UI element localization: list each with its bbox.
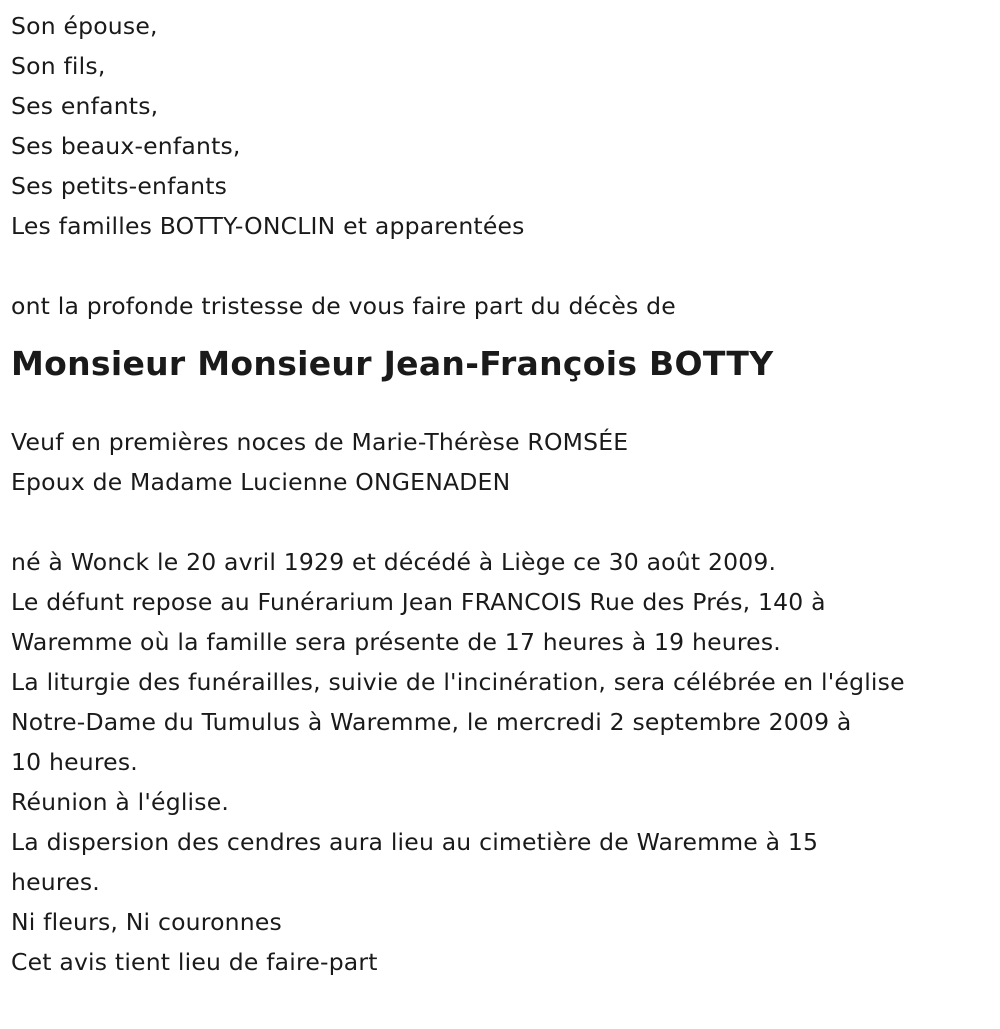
detail-line: La dispersion des cendres aura lieu au cimetière de Waremme à 15 xyxy=(11,828,819,856)
obituary-notice xyxy=(11,6,996,982)
detail-line: 10 heures. xyxy=(11,748,138,776)
spacer xyxy=(11,246,996,286)
detail-line: Ni fleurs, Ni couronnes xyxy=(11,908,282,936)
family-line: Ses petits-enfants xyxy=(11,172,228,200)
relation-line: Epoux de Madame Lucienne ONGENADEN xyxy=(11,468,511,496)
detail-line: Notre-Dame du Tumulus à Waremme, le mercredi 2 septembre 2009 à xyxy=(11,708,852,736)
detail-line: Réunion à l'église. xyxy=(11,788,230,816)
spacer xyxy=(11,502,996,542)
detail-line: né à Wonck le 20 avril 1929 et décédé à Liège ce 30 août 2009. xyxy=(11,548,777,576)
relation-line: Veuf en premières noces de Marie-Thérèse ROMSÉE xyxy=(11,428,629,456)
announcement-text: ont la profonde tristesse de vous faire part du décès de xyxy=(11,292,676,320)
detail-line: Le défunt repose au Funérarium Jean FRANCOIS Rue des Prés, 140 à xyxy=(11,588,826,616)
details-list xyxy=(11,542,996,982)
relations-list xyxy=(11,422,996,502)
family-line: Les familles BOTTY-ONCLIN et apparentées xyxy=(11,212,525,240)
family-line: Ses enfants, xyxy=(11,92,159,120)
family-line: Ses beaux-enfants, xyxy=(11,132,241,160)
family-line: Son épouse, xyxy=(11,12,158,40)
detail-line: Waremme où la famille sera présente de 17 heures à 19 heures. xyxy=(11,628,781,656)
deceased-name: Monsieur Monsieur Jean-François BOTTY xyxy=(11,344,774,383)
detail-line: heures. xyxy=(11,868,100,896)
detail-line: La liturgie des funérailles, suivie de l'incinération, sera célébrée en l'église xyxy=(11,668,905,696)
family-list xyxy=(11,6,996,246)
detail-line: Cet avis tient lieu de faire-part xyxy=(11,948,378,976)
family-line: Son fils, xyxy=(11,52,106,80)
